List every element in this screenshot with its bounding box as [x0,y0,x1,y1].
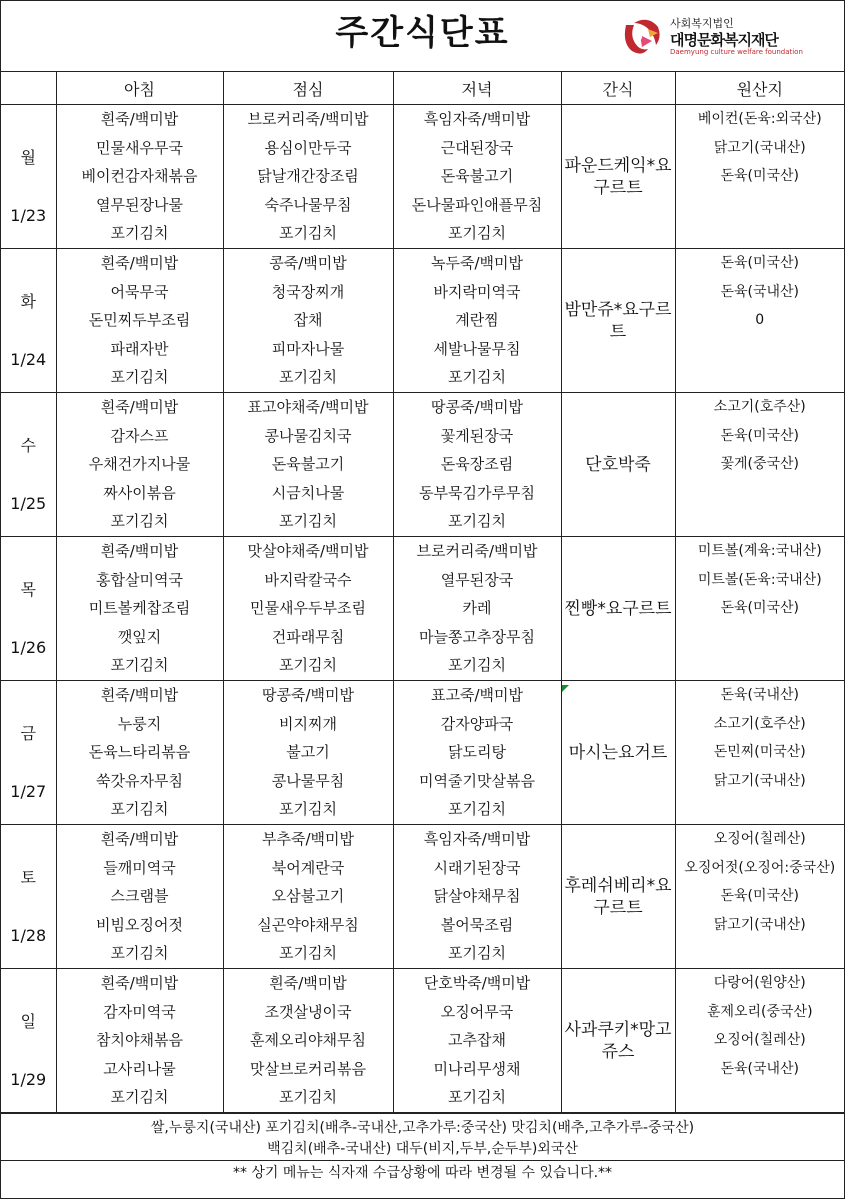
origin-item: 돈육(미국산) [720,427,800,444]
lunch-item: 비지찌개 [279,714,337,733]
snack-cell: 단호박죽 [561,393,675,537]
day-date: 1/29 [10,1070,47,1089]
day-cell [1,537,56,681]
breakfast-item: 포기김치 [110,1088,169,1107]
day-cell [1,249,56,393]
origin-item: 오징어(칠레산) [713,1032,806,1049]
day-name: 목 [20,580,36,599]
breakfast-item: 우채건가지나물 [88,455,191,474]
header-snack: 간식 [561,72,675,105]
origin-item: 돈육(미국산) [720,255,800,271]
origin-item: 돈육(국내산) [720,687,800,703]
dinner-item: 표고죽/백미밥 [431,686,523,704]
snack-cell: 밤만쥬*요구르트 [561,249,675,393]
dinner-item: 마늘쫑고추장무침 [419,627,535,646]
origin-item: 꽃게(중국산) [720,456,800,473]
lunch-cell [223,105,393,249]
header-day [1,72,56,105]
dinner-item: 포기김치 [448,224,506,243]
day-name: 토 [20,868,36,887]
lunch-item: 콩나물무침 [271,771,345,790]
lunch-item: 오삼불고기 [271,887,345,906]
breakfast-item: 흰죽/백미밥 [100,830,179,848]
breakfast-item: 열무된장나물 [96,195,183,214]
lunch-item: 청국장찌개 [271,282,345,301]
breakfast-item: 홍합살미역국 [96,570,183,589]
breakfast-cell [56,393,223,537]
dinner-item: 흑임자죽/백미밥 [423,830,531,848]
origin-item: 돈육(국내산) [720,283,800,300]
dinner-item: 돈나물파인애플무침 [411,195,543,214]
footer [1,1113,844,1185]
origin-item: 오징어(칠레산) [713,831,806,847]
origin-item: 닭고기(국내산) [713,772,806,789]
breakfast-item: 짜사이볶음 [103,483,176,502]
lunch-item: 용심이만두국 [264,138,352,157]
origin-cell [675,825,844,969]
origin-item: 돈민찌(미국산) [713,744,806,761]
origin-item: 0 [755,312,765,329]
lunch-item: 북어계란국 [271,858,345,877]
origin-note-line-1: 쌀,누룽지(국내산) 포기김치(배추-국내산,고추가루:중국산) 맛김치(배추,고추가루-중국산) [150,1120,695,1136]
header [1,1,844,72]
breakfast-cell [56,537,223,681]
dinner-item: 돈육장조림 [440,455,514,474]
foundation-logo-icon [618,13,664,59]
dinner-item: 계란찜 [455,311,499,330]
lunch-item: 시금치나물 [271,483,345,502]
dinner-cell [393,969,561,1113]
lunch-item: 콩죽/백미밥 [269,254,347,272]
dinner-cell [393,393,561,537]
origin-item: 미트볼(계육:국내산) [697,543,822,559]
breakfast-item: 파래자반 [110,339,169,358]
breakfast-item: 포기김치 [110,944,169,963]
breakfast-cell [56,969,223,1113]
cell-comment-marker [562,685,569,692]
lunch-item: 피마자나물 [271,339,345,358]
day-date: 1/27 [10,782,47,801]
menu-change-notice: ** 상기 메뉴는 식자재 수급상황에 따라 변경될 수 있습니다.** [232,1165,613,1181]
dinner-item: 단호박죽/백미밥 [423,974,531,992]
breakfast-item: 흰죽/백미밥 [100,542,179,560]
logo-main-text: 대명문화복지재단 [670,31,778,49]
dinner-item: 닭살야채무침 [433,887,521,906]
origin-item: 오징어젓(오징어:중국산) [684,859,836,876]
lunch-item: 표고야채죽/백미밥 [247,398,369,416]
breakfast-item: 비빔오징어젓 [96,915,183,934]
lunch-item: 조갯살냉이국 [264,1002,352,1021]
breakfast-cell [56,249,223,393]
lunch-item: 건파래무침 [271,627,345,646]
origin-item: 소고기(호주산) [713,399,806,415]
origin-item [676,623,845,652]
dinner-cell [393,537,561,681]
breakfast-item: 들깨미역국 [103,858,176,877]
snack-cell: 찐빵*요구르트 [561,537,675,681]
lunch-item: 맛살야채죽/백미밥 [247,542,369,560]
breakfast-item: 흰죽/백미밥 [100,686,179,704]
day-date: 1/26 [10,638,47,657]
breakfast-item: 고사리나물 [103,1059,176,1078]
lunch-item: 실곤약야채무침 [257,915,359,934]
lunch-item: 브로커리죽/백미밥 [247,110,369,128]
breakfast-item: 스크램블 [110,887,169,906]
dinner-item: 시래기된장국 [433,858,521,877]
day-cell [1,969,56,1113]
breakfast-item: 포기김치 [110,656,169,675]
dinner-item: 흑임자죽/백미밥 [423,110,531,128]
dinner-cell [393,681,561,825]
lunch-item: 포기김치 [279,224,337,243]
day-name: 금 [20,724,36,743]
dinner-item: 미나리무생채 [433,1059,521,1078]
day-date: 1/24 [10,350,47,369]
breakfast-item: 깻잎지 [117,627,162,646]
lunch-item: 포기김치 [279,944,337,963]
breakfast-item: 민물새우무국 [96,138,183,157]
breakfast-item: 흰죽/백미밥 [100,398,179,416]
snack-cell: 사과쿠키*망고쥬스 [561,969,675,1113]
dinner-cell [393,249,561,393]
foundation-logo [618,13,845,59]
breakfast-item: 미트볼케찹조림 [88,599,191,618]
snack-cell: 마시는요거트 [561,681,675,825]
lunch-item: 불고기 [286,743,330,762]
dinner-item: 땅콩죽/백미밥 [431,398,523,416]
dinner-item: 포기김치 [448,944,506,963]
day-row [1,537,844,681]
lunch-item: 바지락칼국수 [264,570,352,589]
breakfast-item: 돈육느타리볶음 [88,743,191,762]
breakfast-item: 베이컨감자채볶음 [81,167,198,186]
origin-item [676,939,845,968]
dinner-item: 미역줄기맛살볶음 [419,771,535,790]
origin-cell [675,537,844,681]
lunch-item: 포기김치 [279,368,337,387]
breakfast-item: 감자스프 [110,426,169,445]
day-name: 화 [20,292,36,311]
dinner-item: 바지락미역국 [433,282,521,301]
lunch-item: 부추죽/백미밥 [262,830,354,848]
origin-item [676,219,845,248]
origin-cell [675,105,844,249]
page-title: 주간식단표 [335,13,510,53]
origin-item: 미트볼(돈육:국내산) [697,571,822,588]
breakfast-item: 포기김치 [110,224,169,243]
origin-item: 돈육(미국산) [720,168,800,185]
origin-cell [675,393,844,537]
origin-cell [675,681,844,825]
breakfast-item: 누룽지 [117,714,162,733]
dinner-item: 세발나물무침 [433,339,521,358]
dinner-item: 근대된장국 [440,138,514,157]
lunch-item: 닭날개간장조림 [257,167,359,186]
day-cell [1,825,56,969]
lunch-cell [223,393,393,537]
lunch-item: 땅콩죽/백미밥 [262,686,354,704]
dinner-item: 동부묵김가루무침 [419,483,535,502]
dinner-item: 오징어무국 [440,1002,514,1021]
day-name: 월 [20,148,36,167]
origin-item: 훈제오리(중국산) [706,1003,813,1020]
snack-cell: 파운드케익*요구르트 [561,105,675,249]
lunch-cell [223,249,393,393]
origin-note-line-2: 백김치(배추-국내산) 대두(비지,두부,순두부)외국산 [267,1141,578,1157]
dinner-item: 포기김치 [448,368,506,387]
lunch-item: 포기김치 [279,656,337,675]
dinner-item: 꽃게된장국 [440,426,514,445]
day-cell [1,393,56,537]
dinner-cell [393,825,561,969]
breakfast-cell [56,681,223,825]
breakfast-cell [56,825,223,969]
day-row [1,105,844,249]
day-row [1,681,844,825]
lunch-item: 민물새우두부조림 [250,599,366,618]
day-name: 일 [20,1012,36,1031]
dinner-item: 닭도리탕 [448,743,506,762]
breakfast-item: 쑥갓유자무침 [96,771,183,790]
header-dinner: 저녁 [393,72,561,105]
origin-item: 소고기(호주산) [713,715,806,732]
logo-top-text: 사회복지법인 [670,17,734,30]
origin-item [676,479,845,508]
header-breakfast: 아침 [56,72,223,105]
dinner-item: 돈육불고기 [440,167,514,186]
lunch-cell [223,537,393,681]
breakfast-item: 포기김치 [110,800,169,819]
dinner-cell [393,105,561,249]
origin-item: 닭고기(국내산) [713,139,806,156]
dinner-item: 고추잡채 [448,1031,506,1050]
origin-item [676,191,845,220]
lunch-item: 잡채 [293,311,323,330]
logo-sub-text: Daemyung culture welfare foundation [670,48,803,56]
header-origin: 원산지 [675,72,844,105]
origin-item [676,507,845,536]
dinner-item: 감자양파국 [440,714,514,733]
dinner-item: 녹두죽/백미밥 [431,254,523,272]
origin-item [676,335,845,364]
origin-item: 닭고기(국내산) [713,916,806,933]
dinner-item: 열무된장국 [440,570,514,589]
day-date: 1/25 [10,494,47,513]
dinner-item: 포기김치 [448,656,506,675]
day-row [1,825,844,969]
dinner-item: 포기김치 [448,512,506,531]
snack-cell: 후레쉬베리*요구르트 [561,825,675,969]
lunch-item: 훈제오리야채무침 [250,1031,366,1050]
breakfast-item: 흰죽/백미밥 [100,254,179,272]
lunch-item: 포기김치 [279,800,337,819]
day-date: 1/23 [10,206,47,225]
origin-item [676,363,845,392]
lunch-item: 흰죽/백미밥 [269,974,347,992]
menu-table [1,72,844,1113]
origin-item: 다랑어(원양산) [713,975,806,991]
breakfast-item: 포기김치 [110,512,169,531]
dinner-item: 포기김치 [448,1088,506,1107]
lunch-item: 맛살브로커리볶음 [250,1059,366,1078]
lunch-item: 포기김치 [279,1088,337,1107]
breakfast-item: 흰죽/백미밥 [100,110,179,128]
breakfast-item: 돈민찌두부조림 [88,311,191,330]
origin-item: 베이컨(돈육:외국산) [697,111,822,127]
breakfast-item: 참치야채볶음 [96,1031,183,1050]
origin-item [676,1083,845,1112]
breakfast-item: 어묵무국 [110,282,169,301]
breakfast-item: 감자미역국 [103,1002,176,1021]
breakfast-item: 포기김치 [110,368,169,387]
origin-cell [675,249,844,393]
header-lunch: 점심 [223,72,393,105]
dinner-item: 브로커리죽/백미밥 [416,542,538,560]
origin-item: 돈육(미국산) [720,888,800,905]
breakfast-cell [56,105,223,249]
dinner-item: 볼어묵조림 [440,915,514,934]
origin-cell [675,969,844,1113]
lunch-cell [223,681,393,825]
origin-item [676,651,845,680]
day-cell [1,105,56,249]
origin-notes [1,1114,844,1161]
origin-item: 돈육(미국산) [720,600,800,617]
day-row [1,393,844,537]
lunch-item: 콩나물김치국 [264,426,352,445]
day-row [1,969,844,1113]
table-header-row [1,72,844,105]
origin-item: 돈육(국내산) [720,1060,800,1077]
day-date: 1/28 [10,926,47,945]
day-cell [1,681,56,825]
lunch-item: 돈육불고기 [271,455,345,474]
dinner-item: 포기김치 [448,800,506,819]
day-row [1,249,844,393]
origin-item [676,795,845,824]
lunch-cell [223,825,393,969]
lunch-item: 포기김치 [279,512,337,531]
lunch-item: 숙주나물무침 [264,195,352,214]
dinner-item: 카레 [462,599,492,618]
lunch-cell [223,969,393,1113]
day-name: 수 [20,436,36,455]
breakfast-item: 흰죽/백미밥 [100,974,179,992]
